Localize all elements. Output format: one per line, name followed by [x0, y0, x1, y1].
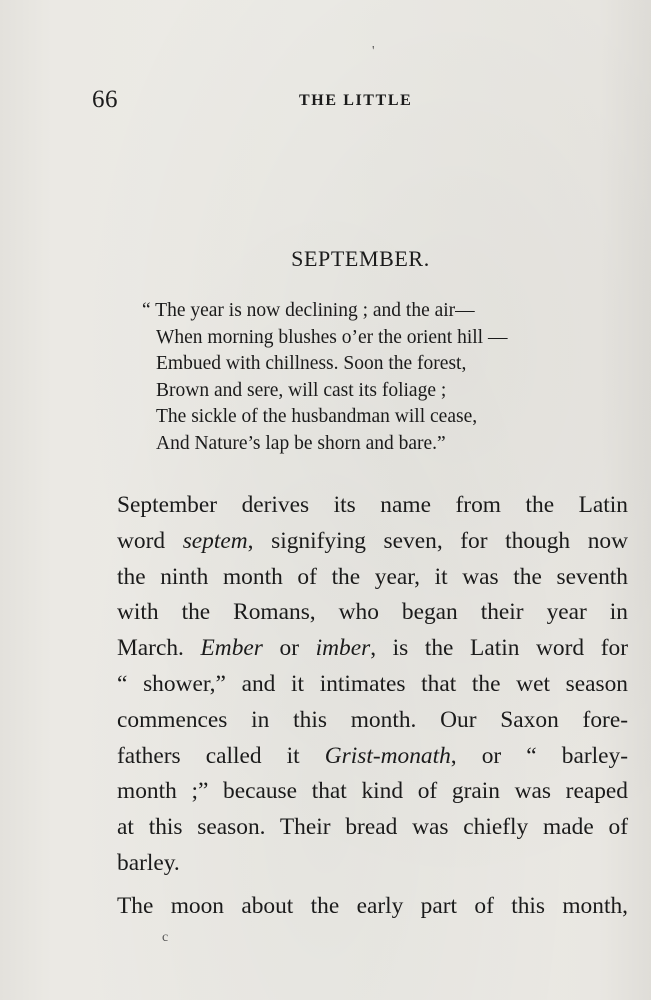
poem-line: The sickle of the husbandman will cease,: [156, 406, 478, 427]
speck-mark: ': [372, 44, 375, 59]
text-run: or: [262, 635, 316, 662]
italic-word: imber: [315, 635, 371, 662]
text-run: , signifying seven, for though now: [247, 527, 629, 554]
text-run: word: [117, 527, 183, 554]
poem-line: When morning blushes o’er the orient hill —: [156, 326, 508, 348]
poem-epigraph: [142, 298, 582, 457]
text-line: with the Romans, who began their year in: [117, 599, 628, 626]
text-line: [117, 524, 628, 560]
italic-word: Ember: [200, 635, 263, 662]
poem-line: Embued with chillness. Soon the forest,: [156, 353, 467, 374]
text-line: September derives its name from the Latin: [117, 492, 628, 518]
text-line: at this season. Their bread was chiefly made of: [117, 814, 628, 841]
text-line: [117, 739, 628, 775]
paragraph: [117, 488, 628, 882]
poem-line: Brown and sere, will cast its foliage ;: [156, 379, 447, 401]
text-line: the ninth month of the year, it was the seventh: [117, 563, 628, 590]
text-line: barley.: [117, 849, 180, 876]
text-line: [117, 631, 628, 667]
text-run: fathers called it: [117, 742, 325, 769]
text-run: , is the Latin word for: [370, 635, 628, 662]
poem-line: “ The year is now declining ; and the air—: [142, 300, 475, 321]
text-line: “ shower,” and it intimates that the wet season: [117, 670, 628, 697]
text-run: , or “ barley-: [450, 742, 628, 769]
running-head: [92, 86, 432, 116]
text-line: commences in this month. Our Saxon fore-: [117, 706, 628, 733]
text-line: The moon about the early part of this month,: [117, 892, 628, 919]
text-run: March.: [117, 635, 201, 662]
text-line: month ;” because that kind of grain was reaped: [117, 778, 628, 805]
poem-line: And Nature’s lap be shorn and bare.”: [156, 432, 446, 454]
italic-word: Grist-monath: [324, 742, 451, 769]
section-title: SEPTEMBER.: [291, 246, 430, 271]
body-text: [117, 488, 628, 925]
page-number: 66: [92, 86, 118, 113]
running-title: THE LITTLE: [299, 92, 413, 109]
speck-mark: c: [162, 930, 169, 945]
paragraph: [117, 889, 628, 925]
italic-word: septem: [182, 527, 248, 554]
